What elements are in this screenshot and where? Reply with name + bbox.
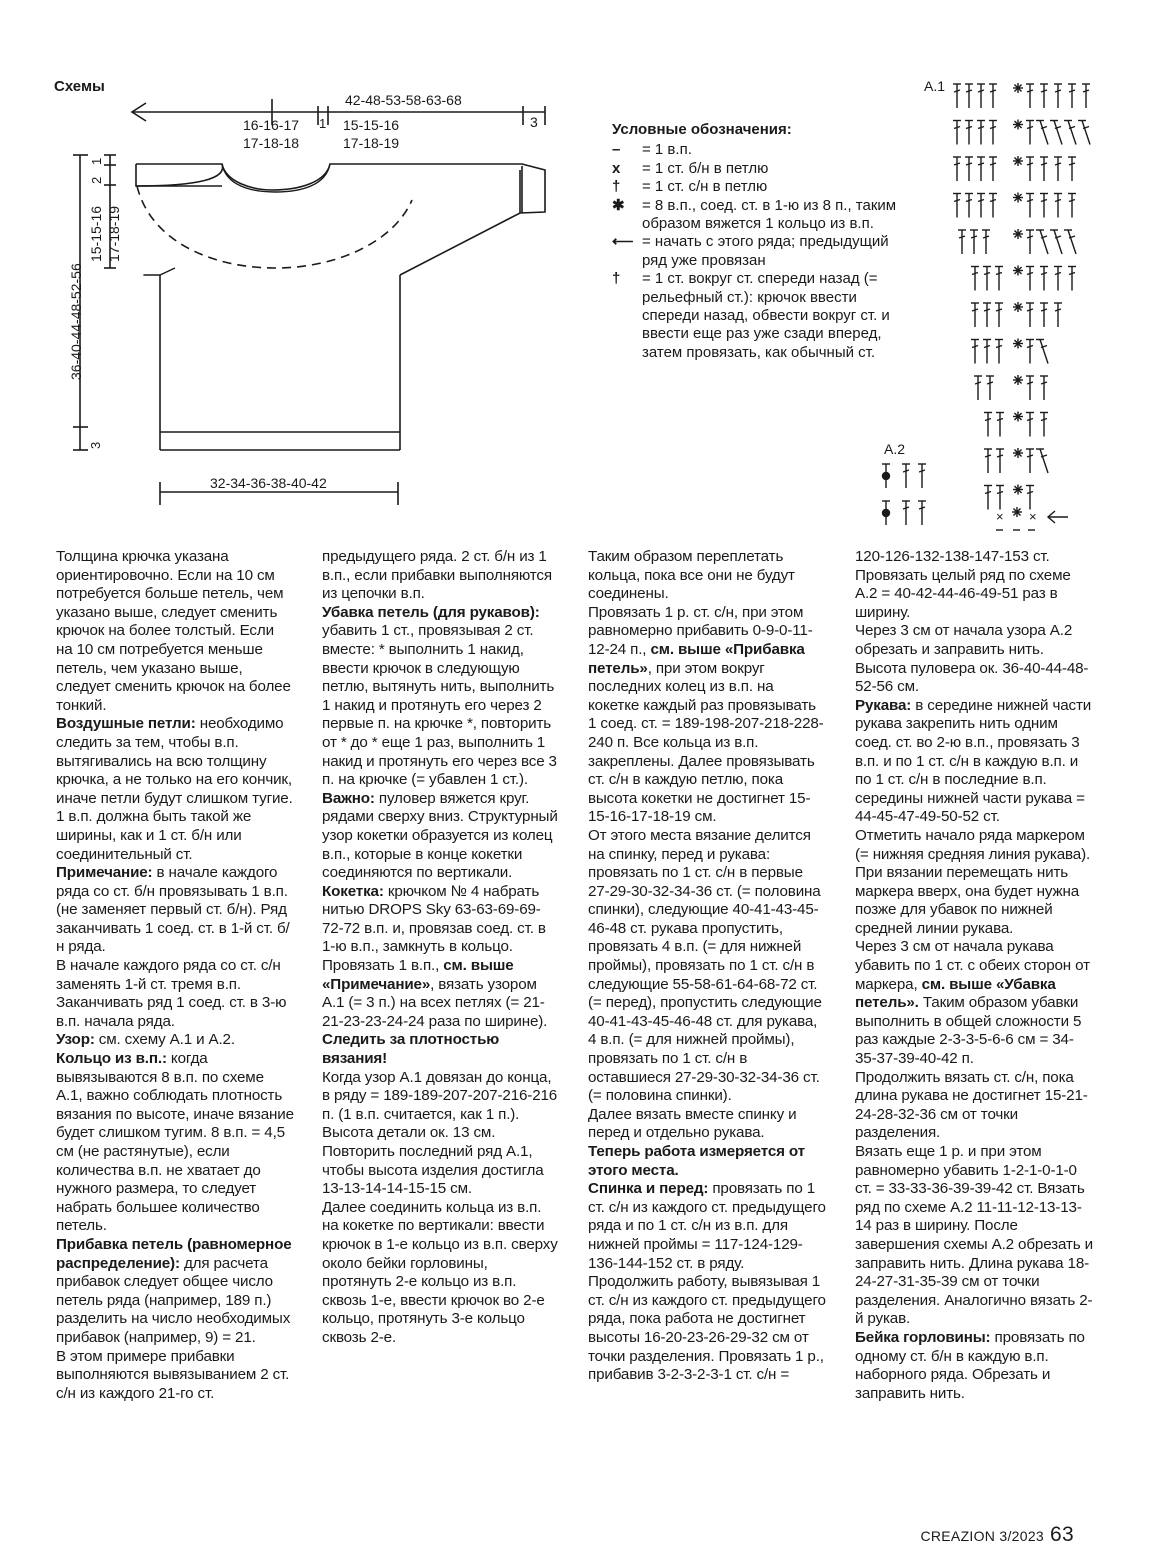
double-crochet-symbol <box>971 267 979 291</box>
double-crochet-symbol <box>965 84 973 108</box>
paragraph <box>588 548 826 604</box>
chain-ring-symbol <box>1013 83 1023 93</box>
paragraph <box>855 548 1093 622</box>
bold-term: см. выше «Прибавка петель» <box>588 640 805 677</box>
double-crochet-symbol <box>995 340 1003 364</box>
double-crochet-symbol <box>989 84 997 108</box>
double-crochet-symbol <box>983 340 991 364</box>
dim-top-width: 42-48-53-58-63-68 <box>345 92 462 108</box>
paragraph-text: Таким образом убавки выполнить в общей сложности 5 раз каждые 2-3-3-5-6-6 см = 34-35-37-39-40-42 п. <box>855 994 1082 1068</box>
double-crochet-symbol <box>1026 413 1034 437</box>
bold-term: Кольцо из в.п.: <box>56 1050 167 1068</box>
paragraph-text: для расчета прибавок следует общее число петель ряда (например, 189 п.) разделить на число необходимых прибавок (например, 9) = 21. <box>56 1254 291 1346</box>
paragraph <box>56 715 294 864</box>
paragraph <box>322 1031 560 1068</box>
double-crochet-symbol <box>1068 194 1076 218</box>
chain-ring-symbol <box>1012 507 1022 517</box>
double-crochet-symbol <box>1036 340 1048 364</box>
paragraph <box>322 1199 560 1348</box>
double-crochet-symbol <box>982 230 990 254</box>
chain-ring-symbol <box>1013 156 1023 166</box>
chain-stitch-icon: – <box>612 141 621 159</box>
double-crochet-symbol <box>902 464 910 488</box>
chain-ring-symbol <box>1013 266 1023 276</box>
double-crochet-symbol <box>958 230 966 254</box>
double-crochet-symbol <box>1026 194 1034 218</box>
paragraph-text: Продолжить вязать ст. с/н, пока длина рукава не достигнет 15-21-24-28-32-36 см от точки разделения. <box>855 1068 1088 1142</box>
svg-text:×: × <box>1029 509 1037 524</box>
double-crochet-symbol <box>1064 230 1076 254</box>
legend <box>612 121 912 362</box>
chain-ring-symbol <box>1013 485 1023 495</box>
paragraph <box>855 1069 1093 1143</box>
bold-term: Кокетка: <box>322 882 384 900</box>
bold-term: Прибавка петель (равномерное распределение): <box>56 1235 292 1272</box>
dim-neck-width-1: 16-16-17 <box>243 117 300 133</box>
paragraph-text: При вязании перемещать нить маркера вверх, она будет нужна позже для убавок по нижней средней линии рукава. <box>855 864 1080 937</box>
bold-term: Узор: <box>56 1031 95 1049</box>
paragraph-text: , при этом вокруг последних колец из в.п. на кокетке каждый раз провязывать 1 соед. ст. = 189-198-207-218-228-240 п. Все кольца из в.п. закреплены. Далее провязывать ст. с/н в каждую петлю, пока высота кокетки не достигнет 15-15-16-17-18-19 см. <box>588 659 824 826</box>
dim-yoke-width-1: 15-15-16 <box>343 117 400 133</box>
paragraph-text: в середине нижней части рукава закрепить нить одним соед. ст. во 2-ю в.п., провязать 3 в.п. и по 1 ст. с/н в каждую в.п. и по 1 ст. с/н в последние в.п. середины нижней части рукава = 44-45-47-49-50-52 ст. <box>855 696 1092 826</box>
chart-a1 <box>953 83 1090 530</box>
paragraph <box>322 604 560 790</box>
paragraph-text: Таким образом переплетать кольца, пока все они не будут соединены. <box>588 548 795 603</box>
double-crochet-symbol <box>918 464 926 488</box>
double-crochet-symbol <box>1054 303 1062 327</box>
paragraph <box>588 1143 826 1180</box>
legend-item <box>612 233 912 270</box>
paragraph <box>855 1143 1093 1329</box>
double-crochet-symbol <box>986 376 994 400</box>
schematic-drawing <box>0 0 1150 540</box>
chart-a1-label: A.1 <box>924 78 946 94</box>
double-crochet-symbol <box>1026 376 1034 400</box>
double-crochet-symbol <box>1026 449 1034 473</box>
double-crochet-symbol <box>1054 194 1062 218</box>
paragraph-text: Когда узор А.1 довязан до конца, в ряду = 189-189-207-207-216-216 п. (1 в.п. считается, как 1 п.). Высота детали ок. 13 см. Повторить последний ряд А.1, чтобы высота изделия достигла 13-13-14-14-15-15 см. <box>322 1068 558 1198</box>
double-crochet-symbol <box>970 230 978 254</box>
double-crochet-symbol <box>983 303 991 327</box>
bold-term: Воздушные петли: <box>56 715 196 733</box>
legend-item <box>612 178 912 196</box>
double-crochet-icon: † <box>612 178 621 196</box>
paragraph-text: Через 3 см от начала узора А.2 обрезать и заправить нить. Высота пуловера ок. 36-40-44-48-52-56 см. <box>855 622 1089 696</box>
paragraph-text: провязать по одному ст. б/н в каждую в.п. наборного ряда. Обрезать и заправить нить. <box>855 1328 1085 1402</box>
paragraph <box>855 1329 1093 1403</box>
paragraph-text: Вязать еще 1 р. и при этом равномерно убавить 1-2-1-0-1-0 ст. = 33-33-36-39-39-42 ст. Вязать ряд по схеме А.2 11-11-12-13-13-14 раз в ширину. После завершения схемы А.2 обрезать и заправить нить. Длина рукава 18-24-27-31-35-39 см от точки разделения. Аналогично вязать 2-й рукав. <box>855 1143 1093 1328</box>
paragraph-text: когда вывязываются 8 в.п. по схеме А.1, важно соблюдать плотность вязания по высоте, иначе вязание будет слишком тугим. 8 в.п. = 4,5 см (не растянутые), если количества в.п. не хватает до нужного размера, то следует набрать большее количество петель. <box>56 1050 294 1235</box>
paragraph-text: Продолжить работу, вывязывая 1 ст. с/н из каждого ст. предыдущего ряда, пока работа не достигнет высоты 16-20-23-26-29-32 см от точки разделения. Провязать 1 р., прибавив 3-2-3-2-3-1 ст. с/н = <box>588 1273 826 1384</box>
dim-bottom-width: 32-34-36-38-40-42 <box>210 475 327 491</box>
double-crochet-symbol <box>1026 340 1034 364</box>
paragraph <box>56 1348 294 1404</box>
bold-term: Теперь работа измеряется от этого места. <box>588 1143 805 1179</box>
double-crochet-symbol <box>953 194 961 218</box>
double-crochet-symbol <box>918 501 926 525</box>
legend-text: = 1 ст. вокруг ст. спереди назад (= рельефный ст.): крючок ввести спереди назад, обвести вокруг ст. и ввести еще раз уже сзади вперед, затем провязать, как обычный ст. <box>642 270 890 361</box>
legend-item <box>612 160 912 178</box>
paragraph <box>855 938 1093 1068</box>
text-column-2 <box>322 548 560 1348</box>
paragraph-text: провязать по 1 ст. с/н из каждого ст. предыдущего ряда и по 1 ст. с/н из в.п. для нижней проймы = 117-124-129-136-144-152 ст. в ряду. <box>588 1180 826 1272</box>
legend-title: Условные обозначения: <box>612 121 792 138</box>
paragraph-text: Толщина крючка указана ориентировочно. Если на 10 см потребуется больше петель, чем указано выше, следует сменить крючок на более толстый. Если на 10 см потребуется меньше петель, чем указано выше, следует сменить крючок на более тонкий. <box>56 548 291 714</box>
double-crochet-symbol <box>1040 267 1048 291</box>
double-crochet-symbol <box>995 267 1003 291</box>
double-crochet-symbol <box>1068 84 1076 108</box>
double-crochet-symbol <box>953 84 961 108</box>
paragraph <box>56 1031 294 1050</box>
double-crochet-symbol <box>977 194 985 218</box>
paragraph <box>322 548 560 604</box>
double-crochet-symbol <box>989 157 997 181</box>
double-crochet-symbol <box>1026 486 1034 510</box>
double-crochet-symbol <box>1026 303 1034 327</box>
magazine-issue: CREAZION 3/2023 <box>920 1528 1045 1544</box>
double-crochet-symbol <box>1040 303 1048 327</box>
paragraph <box>322 883 560 957</box>
schemes-title: Схемы <box>54 78 105 95</box>
chain-ring-symbol <box>1013 339 1023 349</box>
start-row-arrow-icon: ⟵ <box>612 233 634 251</box>
paragraph <box>322 957 560 1031</box>
chain-ring-symbol <box>1013 229 1023 239</box>
double-crochet-symbol <box>977 84 985 108</box>
double-crochet-symbol <box>1026 157 1034 181</box>
paragraph <box>56 864 294 957</box>
legend-item <box>612 197 912 234</box>
single-crochet-icon: x <box>612 159 621 177</box>
double-crochet-symbol <box>1050 121 1062 145</box>
dim-neck-width-2: 17-18-18 <box>243 135 300 151</box>
double-crochet-symbol <box>1040 194 1048 218</box>
paragraph-text: убавить 1 ст., провязывая 2 ст. вместе: * выполнить 1 накид, ввести крючок в следующую петлю, вытянуть нить, выполнить 1 накид и протянуть его через 2 первые п. на крючке *, повторить от * до * еще 1 раз, выполнить 1 накид и протянуть его через все 3 п. на крючке (= убавлен 1 ст.). <box>322 622 557 789</box>
chart-a2-label: A.2 <box>884 441 906 457</box>
paragraph <box>56 957 294 1031</box>
paragraph-text: Провязать 1 р. ст. с/н, при этом равномерно прибавить 0-9-0-11-12-24 п., <box>588 603 813 658</box>
double-crochet-symbol <box>996 486 1004 510</box>
paragraph-text: крючком № 4 набрать нитью DROPS Sky 63-63-69-69-72-72 в.п. и, провязав соед. ст. в 1-ю в.п., замкнуть в кольцо. <box>322 882 546 956</box>
double-crochet-symbol <box>977 121 985 145</box>
paragraph-text: см. схему А.1 и А.2. <box>94 1031 235 1049</box>
bold-term: Важно: <box>322 789 375 807</box>
chain-ring-symbol <box>1013 448 1023 458</box>
double-crochet-symbol <box>1054 267 1062 291</box>
chain-ring-symbol <box>1013 412 1023 422</box>
dim-small-1: 1 <box>319 116 327 131</box>
text-column-3 <box>588 548 826 1385</box>
double-crochet-symbol <box>1036 121 1048 145</box>
chart-a2 <box>882 464 926 525</box>
legend-text: = 8 в.п., соед. ст. в 1-ю из 8 п., таким образом вяжется 1 кольцо из в.п. <box>642 196 897 233</box>
paragraph-text: В начале каждого ряда со ст. с/н заменять 1-й ст. тремя в.п. Заканчивать ряд 1 соед. ст. в 3-ю в.п. начала ряда. <box>56 957 287 1030</box>
double-crochet-symbol <box>1078 121 1090 145</box>
paragraph-text: Провязать 1 в.п., <box>322 957 444 975</box>
double-crochet-symbol <box>1054 84 1062 108</box>
double-crochet-symbol <box>953 121 961 145</box>
bold-term: Бейка горловины: <box>855 1328 991 1346</box>
double-crochet-symbol <box>1068 157 1076 181</box>
dim-neck-height-1: 1 <box>89 157 104 165</box>
legend-text: = начать с этого ряда; предыдущий ряд уже провязан <box>642 233 889 269</box>
dim-total-height: 36-40-44-48-52-56 <box>68 263 84 380</box>
chain-ring-symbol <box>1013 120 1023 130</box>
double-crochet-symbol <box>1068 267 1076 291</box>
double-crochet-symbol <box>984 413 992 437</box>
paragraph <box>855 697 1093 827</box>
chain-ring-symbol <box>1013 375 1023 385</box>
double-crochet-symbol <box>1064 121 1076 145</box>
paragraph-text: пуловер вяжется круг. рядами сверху вниз. Структурный узор кокетки образуется из колец в.п., которые в конце кокетки соединяются по вертикали. <box>322 789 558 882</box>
double-crochet-symbol <box>1026 230 1034 254</box>
double-crochet-symbol <box>1082 84 1090 108</box>
chain-ring-symbol <box>1013 302 1023 312</box>
double-crochet-symbol <box>1040 157 1048 181</box>
dim-neck-height-2: 2 <box>89 176 104 184</box>
paragraph-text: необходимо следить за тем, чтобы в.п. вытягивались на всю толщину крючка, а не только на его кончик, иначе петли будут слишком тугие. 1 в.п. должна быть такой же ширины, как и 1 ст. б/н или соединительный ст. <box>56 715 293 863</box>
paragraph <box>588 1180 826 1273</box>
paragraph <box>56 1236 294 1348</box>
paragraph <box>588 1273 826 1385</box>
paragraph-text: Через 3 см от начала рукава убавить по 1 ст. с обеих сторон от маркера, <box>855 938 1090 993</box>
double-crochet-symbol <box>953 157 961 181</box>
double-crochet-symbol <box>989 194 997 218</box>
double-crochet-symbol <box>1036 449 1048 473</box>
legend-text: = 1 в.п. <box>642 141 692 159</box>
double-crochet-symbol <box>977 157 985 181</box>
bold-term: Спинка и перед: <box>588 1180 709 1198</box>
double-crochet-symbol <box>989 121 997 145</box>
double-crochet-symbol <box>984 449 992 473</box>
double-crochet-symbol <box>965 157 973 181</box>
double-crochet-symbol <box>996 413 1004 437</box>
page-footer <box>920 1523 1074 1547</box>
legend-item <box>612 141 912 159</box>
paragraph-text: Отметить начало ряда маркером (= нижняя средняя линия рукава). <box>855 826 1091 863</box>
double-crochet-symbol <box>1054 157 1062 181</box>
svg-text:×: × <box>996 509 1004 524</box>
double-crochet-symbol <box>1040 84 1048 108</box>
paragraph-text: Далее вязать вместе спинку и перед и отдельно рукава. <box>588 1105 797 1142</box>
page-number: 63 <box>1050 1523 1074 1546</box>
double-crochet-symbol <box>971 303 979 327</box>
double-crochet-symbol <box>995 303 1003 327</box>
double-crochet-symbol <box>1026 84 1034 108</box>
post-stitch-icon: † <box>612 270 621 288</box>
paragraph-text: Далее соединить кольца из в.п. на кокетке по вертикали: ввести крючок в 1-е кольцо из в.п. сверху около бейки горловины, протянуть 2-е кольцо из в.п. сквозь 1-е, ввести крючок во 2-е кольцо, протянуть 3-е кольцо сквозь 2-е. <box>322 1198 558 1346</box>
dim-small-3: 3 <box>530 114 538 130</box>
double-crochet-symbol <box>996 449 1004 473</box>
paragraph <box>588 1106 826 1143</box>
double-crochet-symbol <box>971 340 979 364</box>
legend-text: = 1 ст. б/н в петлю <box>642 159 769 177</box>
post-stitch-symbol <box>882 464 890 488</box>
paragraph <box>855 827 1093 864</box>
paragraph-text: , вязать узором А.1 (= 3 п.) на всех петлях (= 21-21-23-23-24-24 раза по ширине). <box>322 975 548 1030</box>
paragraph-text: В этом примере прибавки выполняются вывязыванием 2 ст. с/н из каждого 21-го ст. <box>56 1347 290 1402</box>
dim-yoke-width-2: 17-18-19 <box>343 135 400 151</box>
dim-yoke-height-1: 15-15-16 <box>88 205 104 262</box>
chain-ring-symbol <box>1013 193 1023 203</box>
paragraph-text: предыдущего ряда. 2 ст. б/н из 1 в.п., если прибавки выполняются из цепочки в.п. <box>322 548 552 603</box>
bold-term: см. выше «Убавка петель». <box>855 975 1056 1012</box>
bold-term: Следить за плотностью вязания! <box>322 1031 500 1068</box>
paragraph <box>56 1050 294 1236</box>
double-crochet-symbol <box>1036 230 1048 254</box>
paragraph <box>56 548 294 715</box>
bold-term: см. выше «Примечание» <box>322 957 514 993</box>
double-crochet-symbol <box>965 194 973 218</box>
paragraph-text: в начале каждого ряда со ст. б/н провязывать 1 в.п. (не заменяет первый ст. б/н). Ряд заканчивать 1 соед. ст. в 1-й ст. б/н ряда. <box>56 864 290 956</box>
double-crochet-symbol <box>902 501 910 525</box>
bold-term: Рукава: <box>855 696 912 714</box>
text-column-4 <box>855 548 1093 1403</box>
dim-rib-height: 3 <box>88 441 103 449</box>
double-crochet-symbol <box>1050 230 1062 254</box>
paragraph <box>855 622 1093 696</box>
bold-term: Примечание: <box>56 864 153 882</box>
dim-yoke-height-2: 17-18-19 <box>106 205 122 262</box>
paragraph <box>588 827 826 1106</box>
legend-text: = 1 ст. с/н в петлю <box>642 178 768 196</box>
bold-term: Убавка петель (для рукавов): <box>322 603 540 621</box>
double-crochet-symbol <box>983 267 991 291</box>
post-stitch-symbol <box>882 501 890 525</box>
double-crochet-symbol <box>965 121 973 145</box>
paragraph <box>588 604 826 827</box>
text-column-1 <box>56 548 294 1403</box>
paragraph-text: 120-126-132-138-147-153 ст. Провязать целый ряд по схеме А.2 = 40-42-44-46-49-51 раз в ширину. <box>855 548 1071 621</box>
double-crochet-symbol <box>1040 376 1048 400</box>
double-crochet-symbol <box>984 486 992 510</box>
paragraph <box>855 864 1093 938</box>
paragraph-text: От этого места вязание делится на спинку, перед и рукава: провязать по 1 ст. с/н в первые 27-29-30-32-34-36 ст. (= половина спинки), следующие 40-41-43-45-46-48 ст. рукава пропустить, провязать 4 в.п. (= для нижней проймы), провязать по 1 ст. с/н в следующие 55-58-61-64-68-72 ст. (= перед), пропустить следующие 40-41-43-45-46-48 ст. для рукава, 4 в.п. (= для нижней проймы), провязать по 1 ст. с/н в оставшиеся 27-29-30-32-34-36 ст. (= половина спинки). <box>588 826 822 1105</box>
paragraph <box>322 790 560 883</box>
chain-ring-icon: ✱ <box>612 196 625 214</box>
chart-a1-base-row <box>996 507 1068 530</box>
double-crochet-symbol <box>1026 267 1034 291</box>
legend-item <box>612 270 912 362</box>
double-crochet-symbol <box>1040 413 1048 437</box>
double-crochet-symbol <box>1026 121 1034 145</box>
double-crochet-symbol <box>974 376 982 400</box>
paragraph <box>322 1069 560 1199</box>
